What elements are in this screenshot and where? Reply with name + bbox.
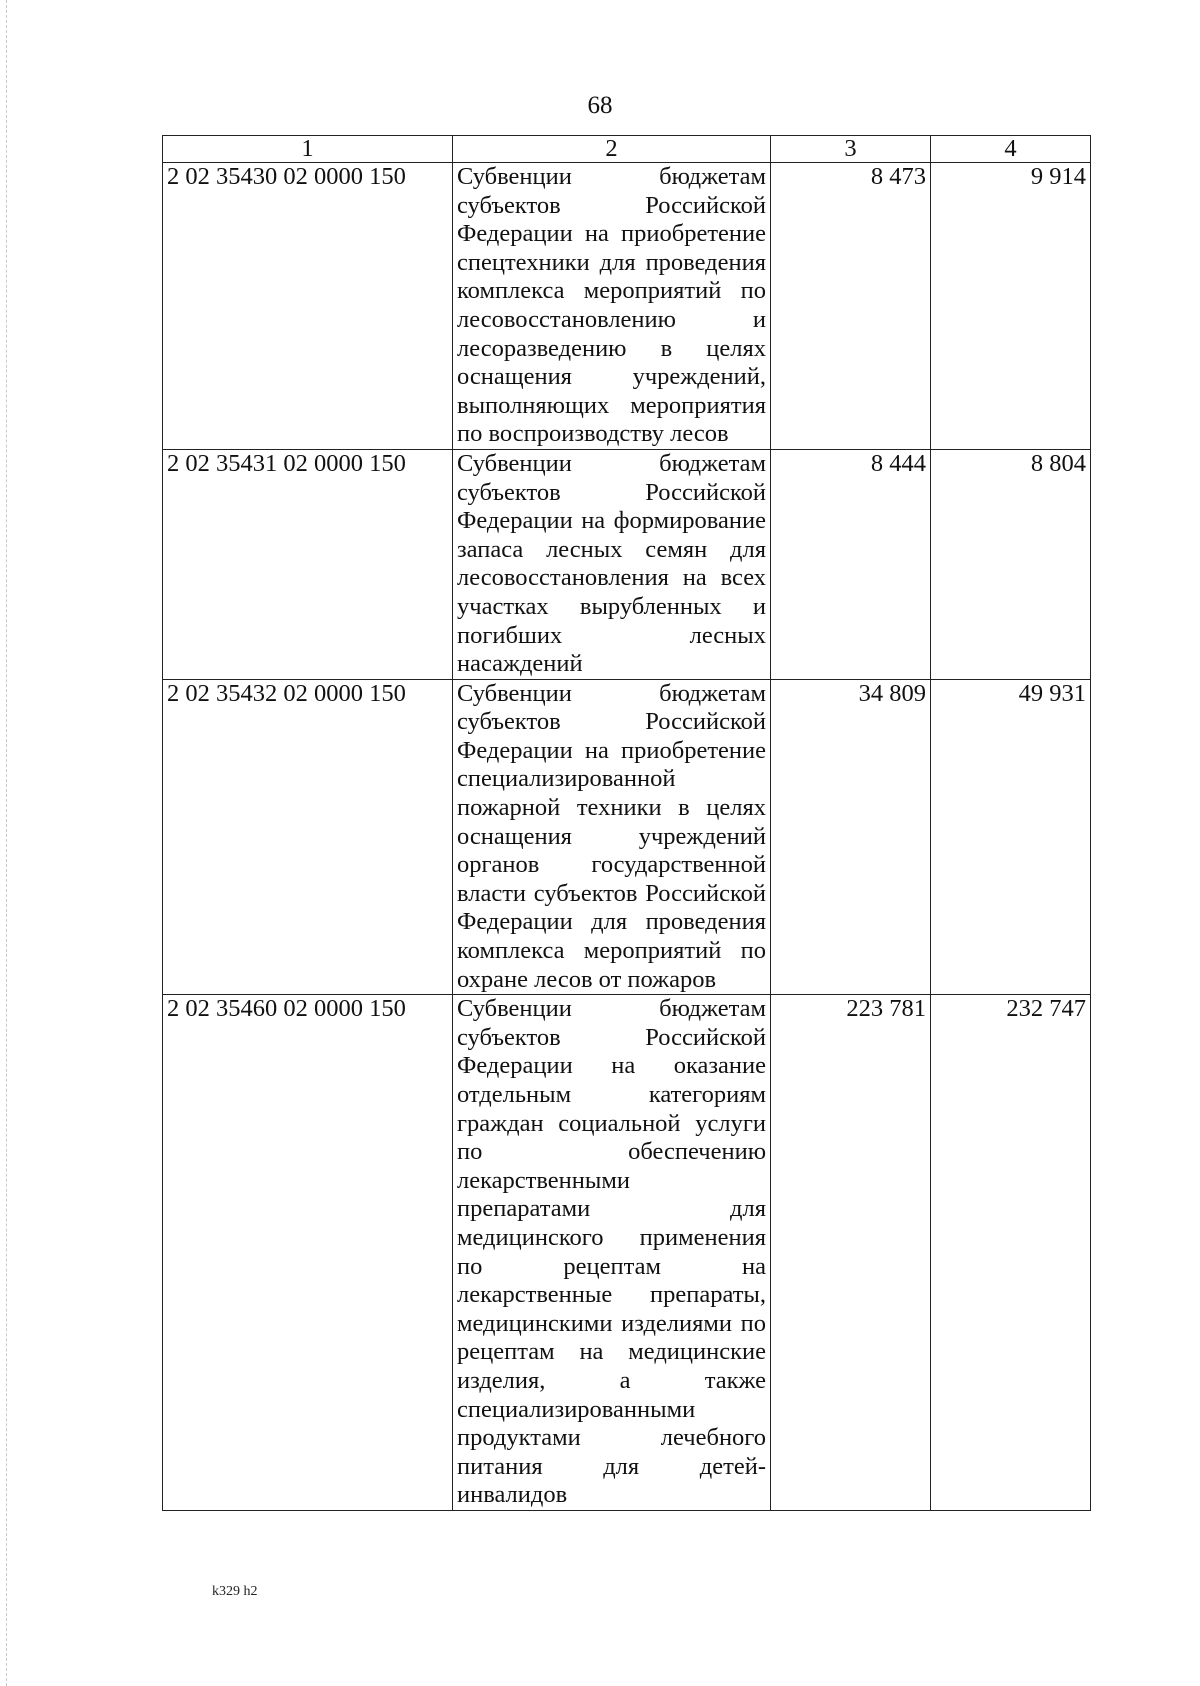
budget-code-cell: 2 02 35460 02 0000 150	[163, 995, 453, 1511]
column-header-1: 1	[163, 136, 453, 163]
description-cell: Субвенции бюджетам субъектов Российской Федерации на оказание отдельным категориям граждан социальной услуги по обеспечению лекарственными препаратами для медицинского применения по рецептам на лекарственные препараты, медицинскими изделиями по рецептам на медицинские изделия, а также специализированными продуктами лечебного питания для детей-инвалидов	[453, 995, 771, 1511]
amount-col4-cell: 49 931	[931, 679, 1091, 995]
budget-code-cell: 2 02 35432 02 0000 150	[163, 679, 453, 995]
budget-code-cell: 2 02 35431 02 0000 150	[163, 449, 453, 679]
table-header-row	[163, 136, 1091, 163]
table-row	[163, 995, 1091, 1511]
scan-edge-line	[6, 0, 8, 1686]
description-cell: Субвенции бюджетам субъектов Российской Федерации на приобретение спецтехники для проведения комплекса мероприятий по лесовосстановлению и лесоразведению в целях оснащения учреждений, выполняющих мероприятия по воспроизводству лесов	[453, 163, 771, 450]
amount-col3-cell: 8 473	[771, 163, 931, 450]
amount-col4-cell: 9 914	[931, 163, 1091, 450]
table-row	[163, 163, 1091, 450]
column-header-4: 4	[931, 136, 1091, 163]
budget-code-cell: 2 02 35430 02 0000 150	[163, 163, 453, 450]
amount-col4-cell: 8 804	[931, 449, 1091, 679]
table-row	[163, 679, 1091, 995]
column-header-3: 3	[771, 136, 931, 163]
description-cell: Субвенции бюджетам субъектов Российской Федерации на приобретение специализированной пожарной техники в целях оснащения учреждений органов государственной власти субъектов Российской Федерации для проведения комплекса мероприятий по охране лесов от пожаров	[453, 679, 771, 995]
amount-col4-cell: 232 747	[931, 995, 1091, 1511]
amount-col3-cell: 8 444	[771, 449, 931, 679]
page-number: 68	[587, 92, 613, 119]
amount-col3-cell: 34 809	[771, 679, 931, 995]
description-cell: Субвенции бюджетам субъектов Российской Федерации на формирование запаса лесных семян для лесовосстановления на всех участках вырубленных и погибших лесных насаждений	[453, 449, 771, 679]
column-header-2: 2	[453, 136, 771, 163]
table-row	[163, 449, 1091, 679]
budget-table	[162, 135, 1091, 1511]
document-footer-code: k329 h2	[212, 1584, 258, 1599]
amount-col3-cell: 223 781	[771, 995, 931, 1511]
